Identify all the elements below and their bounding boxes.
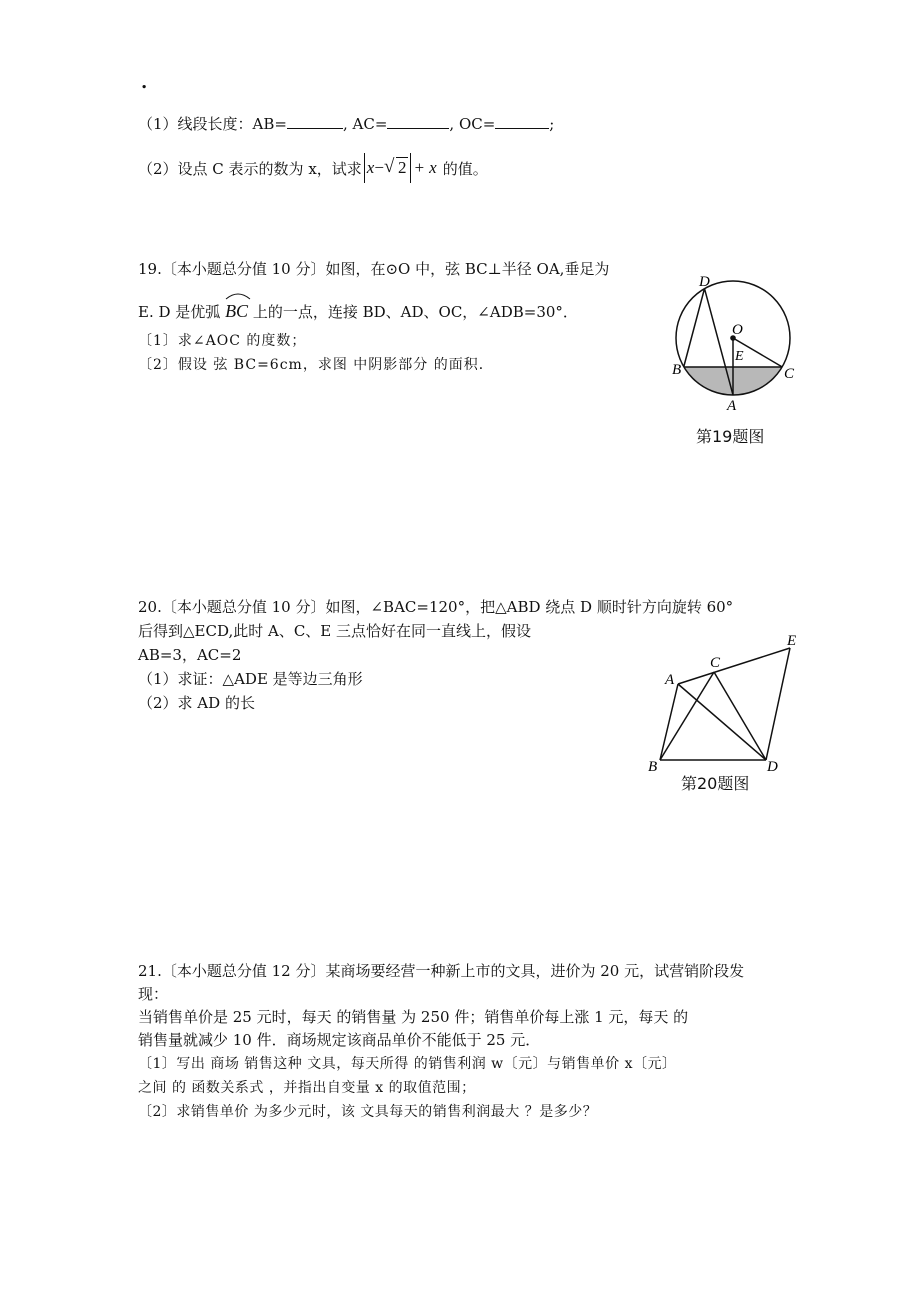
q19-sub2: 〔2〕假设 弦 BC=6cm，求图 中阴影部分 的面积． xyxy=(138,357,494,373)
q21-line1: 21.〔本小题总分值 12 分〕某商场要经营一种新上市的文具，进价为 20 元，试营销阶段发 xyxy=(138,962,745,980)
oc-label: , OC= xyxy=(449,115,496,133)
figure-20-caption: 第20题图 xyxy=(681,774,750,793)
ac-blank xyxy=(387,114,449,129)
q18-part1-prefix: （1）线段长度： xyxy=(138,115,253,133)
q21-line5: 〔1〕写出 商场 销售这种 文具，每天所得 的销售利润 w〔元〕与销售单价 x〔元〕 xyxy=(138,1056,677,1072)
sqrt-two: √ 2 xyxy=(386,158,409,178)
q18-part2 xyxy=(138,148,488,188)
q19-sub1: 〔1〕求∠AOC 的度数； xyxy=(138,333,307,349)
segment-ab xyxy=(660,684,678,760)
label-c: C xyxy=(710,655,721,671)
q18-part2-suffix: 的值。 xyxy=(442,159,488,178)
oc-blank xyxy=(495,114,549,129)
label-a: A xyxy=(727,398,737,414)
label-d: D xyxy=(699,274,710,290)
figure-19 xyxy=(664,268,804,418)
q20-sub2: （2）求 AD 的长 xyxy=(138,694,255,712)
q19-line1: 19.〔本小题总分值 10 分〕如图，在⊙O 中，弦 BC⊥半径 OA,垂足为 xyxy=(138,260,610,278)
q20-line1: 20.〔本小题总分值 10 分〕如图，∠BAC=120°，把△ABD 绕点 D 顺时针方向旋转 60° xyxy=(138,598,734,616)
label-a: A xyxy=(665,672,675,688)
expr-plus-x: + x xyxy=(413,158,437,177)
arc-bc: BC xyxy=(225,294,248,322)
segment-ad xyxy=(678,684,766,760)
segment-cd xyxy=(714,672,766,760)
ab-label: AB= xyxy=(252,115,287,133)
q21-line3: 当销售单价是 25 元时，每天 的销售量 为 250 件；销售单价每上涨 1 元，每天 的 xyxy=(138,1008,689,1026)
expr-x: x xyxy=(366,158,375,177)
label-e: E xyxy=(787,633,797,649)
ac-label: , AC= xyxy=(342,115,388,133)
segment-ed xyxy=(766,648,790,760)
expr-minus: − xyxy=(374,158,384,177)
label-b: B xyxy=(648,759,658,775)
ab-blank xyxy=(287,114,343,129)
label-e: E xyxy=(735,349,744,364)
figure-19-caption: 第19题图 xyxy=(696,427,765,446)
label-b: B xyxy=(672,362,682,378)
abs-bar-left xyxy=(364,153,365,183)
label-c: C xyxy=(784,366,795,382)
q21-line7: 〔2〕求销售单价 为多少元时，该 文具每天的销售利润最大 ？是多少？ xyxy=(138,1104,598,1120)
stray-dot: . xyxy=(141,72,148,93)
q18-part1-end: ; xyxy=(549,115,555,133)
segment-ace xyxy=(678,648,790,684)
abs-bar-right xyxy=(410,153,411,183)
q20-line2: 后得到△ECD,此时 A、C、E 三点恰好在同一直线上，假设 xyxy=(138,622,532,640)
q21-line4: 销售量就减少 10 件．商场规定该商品单价不能低于 25 元． xyxy=(138,1031,541,1049)
label-d: D xyxy=(767,759,778,775)
figure-20 xyxy=(640,628,820,778)
q20-sub1: （1）求证：△ADE 是等边三角形 xyxy=(138,670,363,688)
q21-line2: 现： xyxy=(138,985,169,1003)
q20-line3: AB=3，AC=2 xyxy=(138,646,242,664)
q19-line2-suffix: 上的一点，连接 BD、AD、OC，∠ADB=30°． xyxy=(252,303,578,321)
q21-line6: 之间 的 函数关系式 ，并指出自变量 x 的取值范围； xyxy=(138,1080,476,1096)
q18-part2-prefix: （2）设点 C 表示的数为 x，试求 xyxy=(138,159,362,178)
segment-bd xyxy=(684,289,705,367)
q19-line2-prefix: E. D 是优弧 xyxy=(138,303,221,321)
q19-line2 xyxy=(138,294,578,323)
q18-part1 xyxy=(138,113,554,135)
label-o: O xyxy=(732,322,743,338)
